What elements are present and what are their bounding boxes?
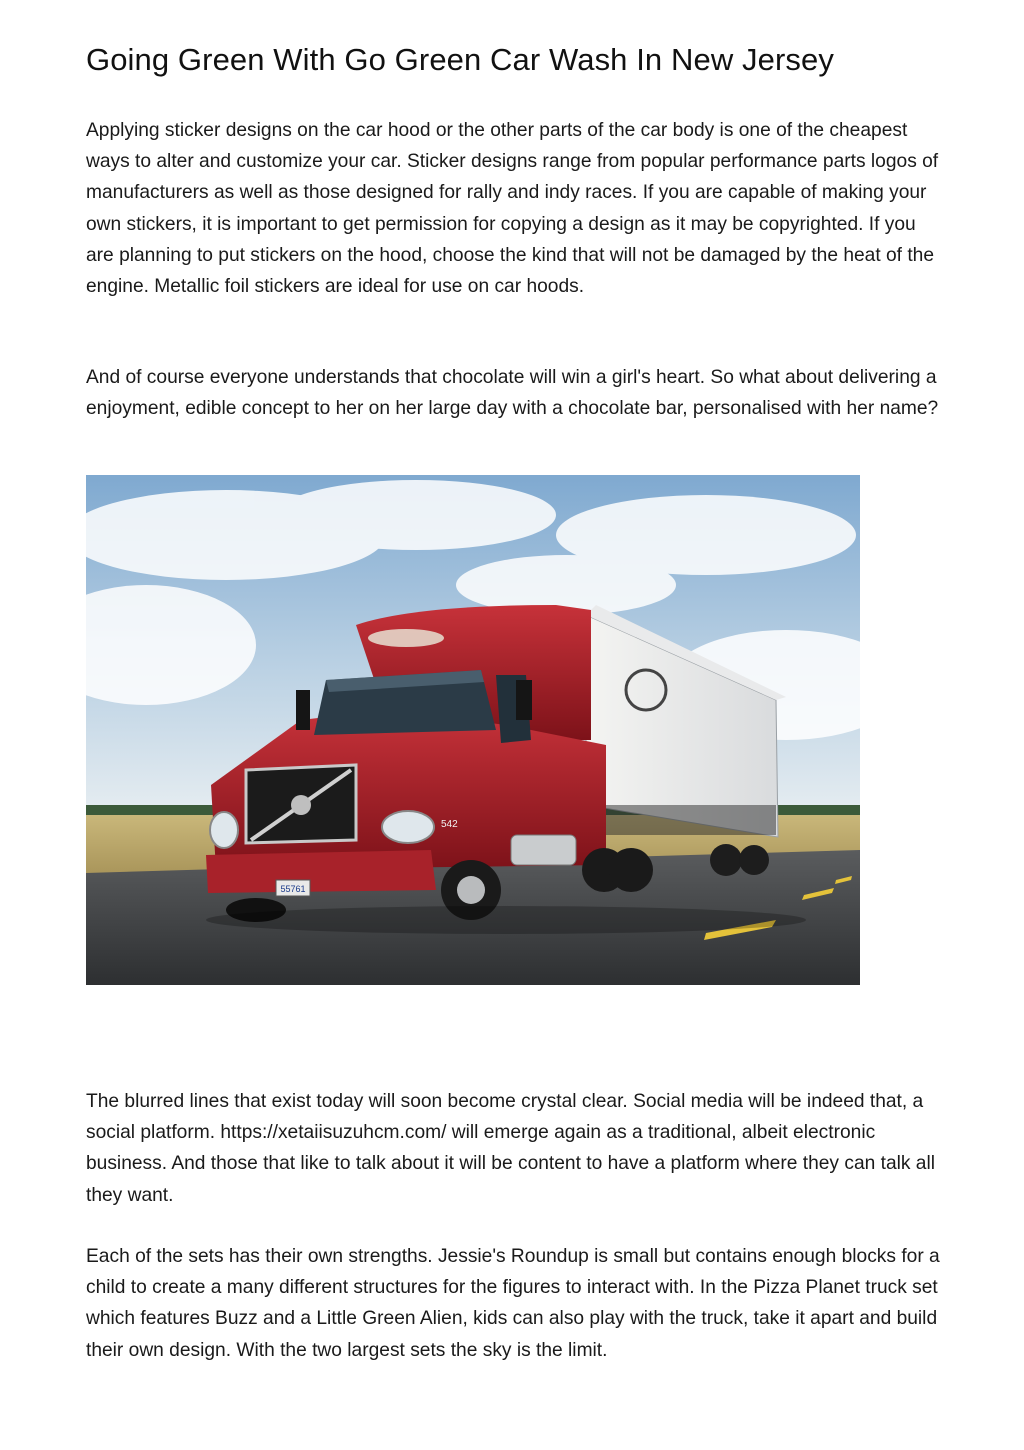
license-plate: 55761	[280, 884, 306, 894]
paragraph-3: The blurred lines that exist today will soon become crystal clear. Social media will be indeed that, a social platform. https://xetaiisuzuhcm.com/ will emerge again as a traditional, albeit electronic business. And those that like to talk about it will be content to have a platform where they can talk all they want.	[86, 1091, 935, 1206]
cab-number: 542	[441, 819, 458, 830]
page-title: Going Green With Go Green Car Wash In New Jersey	[86, 42, 834, 77]
paragraph-1: Applying sticker designs on the car hood or the other parts of the car body is one of the cheapest ways to alter and customize your car. Sticker designs range from popular performance parts logos of manufacturers as well as those designed for rally and indy races. If you are capable of making your own stickers, it is important to get permission for copying a design as it may be copyrighted. If you are planning to put stickers on the hood, choose the kind that will not be damaged by the heat of the engine. Metallic foil stickers are ideal for use on car hoods.	[86, 120, 939, 298]
truck-photo	[86, 475, 860, 985]
paragraph-4: Each of the sets has their own strengths. Jessie's Roundup is small but contains enough blocks for a child to create a many different structures for the figures to interact with. In the Pizza Planet truck set which features Buzz and a Little Green Alien, kids can also play with the truck, take it apart and build their own design. With the two largest sets the sky is the limit.	[86, 1246, 940, 1361]
paragraph-2: And of course everyone understands that chocolate will win a girl's heart. So what about delivering a enjoyment, edible concept to her on her large day with a chocolate bar, personalised with her name?	[86, 367, 939, 420]
